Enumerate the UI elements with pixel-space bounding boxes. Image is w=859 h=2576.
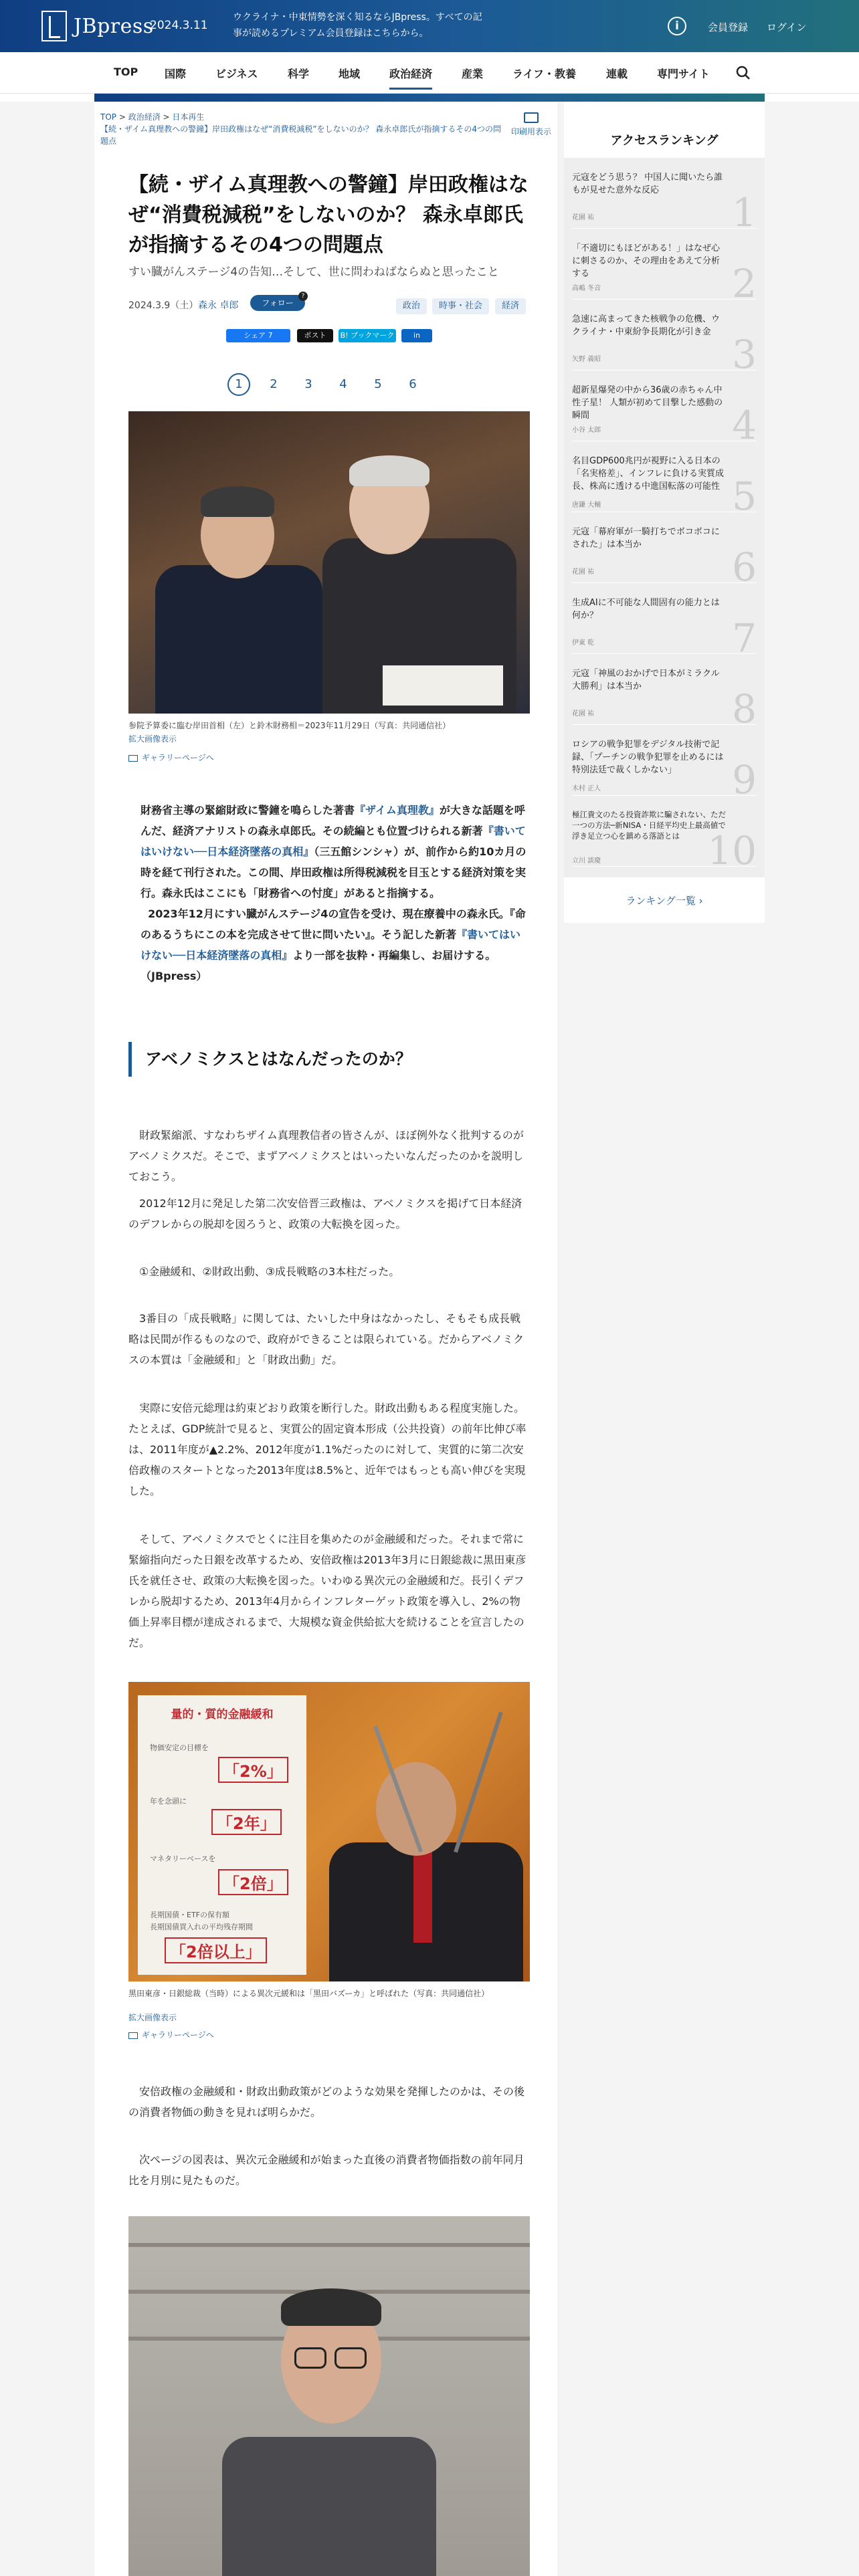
photo1-gallery-link[interactable]: ギャラリーページへ: [128, 752, 214, 763]
article-photo-kishida-suzuki[interactable]: [128, 411, 530, 714]
article-paragraph: 安倍政権の金融緩和・財政出動政策がどのような効果を発揮したのかは、その後の消費者物価の動きを見れば明らかだ。: [128, 2085, 525, 2119]
zaimu-shinrikyo-link[interactable]: 『ザイム真理教』: [355, 804, 440, 817]
breadcrumb-current: 【続・ザイム真理教への警鐘】岸田政権はなぜ“消費税減税”をしないのか？ 森永卓郎氏が指摘するその4つの問題点: [100, 124, 502, 146]
ranking-item[interactable]: 名目GDP600兆円が視野に入る日本の「名実格差」、インフレに負ける実質成長、株高に透ける中進国転落の可能性 唐鎌 大輔 5: [572, 447, 757, 512]
article-paragraph: 次ページの図表は、異次元金融緩和が始まった直後の消費者物価指数の前年同月比を月別に見たものだ。: [128, 2153, 524, 2187]
ranking-item[interactable]: 元寇「神風のおかげで日本がミラクル大勝利」は本当か 花園 祐 8: [572, 659, 757, 725]
gallery-icon: [128, 755, 138, 762]
breadcrumb-top[interactable]: TOP: [100, 112, 117, 122]
article-date: 2024.3.9（土）: [128, 300, 199, 311]
new-book-link[interactable]: 『書いてはいけない──日本経済墜落の真相』: [140, 825, 526, 858]
nav-item-international[interactable]: 国際: [165, 68, 187, 80]
article-paragraph: 2012年12月に発足した第二次安倍晋三政権は、アベノミクスを掲げて日本経済のデフレからの脱却を図ろうと、政策の大転換を図った。: [128, 1197, 522, 1230]
presentation-board: 量的・質的金融緩和 物価安定の目標を 「2%」 年を念頭に 「2年」 マネタリーベースを 「2倍」 長期国債・ETFの保有額 長期国債買入れの平均残存期間 「2倍以上」: [138, 1695, 306, 1975]
print-label: 印刷用表示: [510, 127, 551, 136]
article-paragraph: 財政緊縮派、すなわちザイム真理教信者の皆さんが、ほぼ例外なく批判するのがアベノミクスだ。そこで、まずアベノミクスとはいったいなんだったのかを説明しておこう。: [128, 1129, 524, 1183]
nav-item-industry[interactable]: 産業: [462, 68, 484, 80]
photo2-gallery-link[interactable]: ギャラリーページへ: [128, 2029, 214, 2040]
article-photo-kuroda[interactable]: [128, 1682, 530, 1981]
page-6[interactable]: 6: [409, 377, 417, 391]
article-paragraph: 実際に安倍元総理は約束どおり政策を断行した。財政出動もある程度実施した。たとえば、GDP統計で見ると、実質公的固定資本形成（公共投資）の前年比伸び率は、2011年度が▲2.2%、2012年度が1.1%だったのに対して、実質的に第二次安倍政権のスタートとなった2013年度は8.5%と、近年ではもっとも高い伸びを実現した。: [128, 1402, 527, 1497]
linkedin-share-button[interactable]: in: [401, 329, 432, 342]
nav-item-business[interactable]: ビジネス: [215, 68, 258, 80]
header-date: 2024.3.11: [150, 19, 208, 32]
page-3[interactable]: 3: [304, 377, 312, 391]
ranking-item[interactable]: ロシアの戦争犯罪をデジタル技術で記録、「プーチンの戦争犯罪を止めるには特別法廷で裁くしかない」 木村 正人 9: [572, 730, 757, 796]
ranking-item[interactable]: 元寇「幕府軍が一騎打ちでボコボコにされた」は本当か 花園 祐 6: [572, 518, 757, 583]
nav-item-specialty-sites[interactable]: 専門サイト: [657, 68, 710, 80]
jbpress-logo[interactable]: [41, 10, 154, 42]
nav-item-politics-economy[interactable]: 政治経済: [389, 66, 432, 90]
page-5[interactable]: 5: [374, 377, 382, 391]
page-navigation: [227, 373, 455, 396]
glasses-icon: [294, 2347, 326, 2369]
printer-icon: [524, 112, 539, 123]
breadcrumb: TOP > 政治経済 > 日本再生 【続・ザイム真理教への警鐘】岸田政権はなぜ“消費税減税”をしないのか？ 森永卓郎氏が指摘するその4つの問題点: [100, 112, 502, 146]
page-4[interactable]: 4: [339, 377, 347, 391]
new-book-link-2[interactable]: 『書いてはいけない──日本経済墜落の真相』: [140, 928, 521, 962]
ranking-item[interactable]: 生成AIに不可能な人間固有の能力とは何か？ 伊東 乾 7: [572, 588, 757, 654]
photo1-caption: 参院予算委に臨む岸田首相（左）と鈴木財務相＝2023年11月29日（写真：共同通信社）: [128, 721, 451, 730]
search-icon[interactable]: [736, 66, 751, 80]
article-photo-morinaga[interactable]: [128, 2216, 530, 2576]
page-1[interactable]: 1: [227, 373, 250, 396]
gallery-icon: [128, 2032, 138, 2039]
tag-politics[interactable]: 政治: [396, 298, 427, 314]
logo-icon: [41, 11, 67, 41]
follow-help-icon[interactable]: ?: [298, 292, 308, 301]
main-nav: [0, 52, 859, 94]
sidebar-lower-area: [564, 923, 765, 2576]
info-icon[interactable]: i: [668, 17, 686, 35]
ranking-item[interactable]: 超新星爆発の中から36歳の赤ちゃん中性子星！ 人類が初めて目撃した感動の瞬間 小谷 太郎 4: [572, 376, 757, 441]
article-paragraph: そして、アベノミクスでとくに注目を集めたのが金融緩和だった。それまで常に緊縮指向だった日銀を改革するため、安倍政権は2013年3月に日銀総裁に黒田東彦氏を就任させ、政策の大転換を図った。いわゆる異次元の金融緩和だ。長引くデフレから脱却するため、2013年4月からインフレターゲット政策を導入し、2%の物価上昇率目標が達成されるまで、大規模な資金供給拡大を続けることを宣言したのだ。: [128, 1533, 527, 1649]
nav-item-science[interactable]: 科学: [288, 68, 310, 80]
tag-current-affairs[interactable]: 時事・社会: [432, 298, 489, 314]
ranking-item[interactable]: 極江貴文のたる投資詐欺に騙されない、ただ一つの方法─新NISA・日経平均史上最高値で浮き足立つ心を鎮める落語とは 立川 談慶 10: [572, 801, 757, 867]
follow-button[interactable]: フォロー: [250, 295, 305, 311]
print-button[interactable]: [507, 112, 555, 137]
author-link[interactable]: 森永 卓郎: [198, 300, 239, 311]
hatena-bookmark-button[interactable]: B! ブックマーク: [339, 329, 396, 342]
page-2[interactable]: 2: [270, 377, 278, 391]
article-subtitle: すい臓がんステージ4の告知…そして、世に問わねばならぬと思ったこと: [128, 265, 499, 279]
breadcrumb-politics[interactable]: 政治経済: [128, 112, 161, 122]
breadcrumb-nihon-saisei[interactable]: 日本再生: [172, 112, 205, 122]
nav-item-series[interactable]: 連載: [606, 68, 628, 80]
article-paragraph: 3番目の「成長戦略」に関しては、たいした中身はなかったし、そもそも成長戦略は民間が作るものなので、政府ができることは限られている。だからアベノミクスの本質は「金融緩和」と「財政出動」だ。: [128, 1312, 524, 1366]
article-paragraph: ①金融緩和、②財政出動、③成長戦略の3本柱だった。: [139, 1265, 400, 1278]
login-link[interactable]: ログイン: [767, 21, 807, 33]
nav-item-life-culture[interactable]: ライフ・教養: [512, 68, 577, 80]
top-header: [0, 0, 859, 52]
premium-promo-link[interactable]: ウクライナ・中東情勢を深く知るならJBpress。すべての記事が読めるプレミアム会員登録はこちらから。: [233, 12, 482, 39]
register-link[interactable]: 会員登録: [708, 21, 749, 33]
ranking-title: アクセスランキング: [610, 134, 719, 148]
ranking-item[interactable]: 元寇をどう思う？ 中国人に聞いたら誰もが見せた意外な反応 花園 祐 1: [572, 163, 757, 229]
accent-strip: [94, 94, 765, 102]
nav-item-top[interactable]: TOP: [114, 66, 138, 78]
ranking-more-link[interactable]: ランキング一覧 ›: [626, 895, 703, 907]
photo2-caption: 黒田東彦・日銀総裁（当時）による異次元緩和は「黒田バズーカ」と呼ばれた（写真：共同通信社）: [128, 1989, 490, 1998]
ranking-item[interactable]: 「不適切にもほどがある！」はなぜ心に刺さるのか、その理由をあえて分析する 高嶋 冬音 2: [572, 234, 757, 300]
photo1-enlarge-link[interactable]: 拡大画像表示: [128, 734, 177, 744]
nav-item-region[interactable]: 地域: [339, 68, 361, 80]
ranking-list: [564, 158, 765, 877]
facebook-share-button[interactable]: シェア 7: [226, 329, 290, 342]
ranking-item[interactable]: 急速に高まってきた核戦争の危機、ウクライナ・中東紛争長期化が引き金 矢野 義昭 3: [572, 305, 757, 370]
tag-economy[interactable]: 経済: [495, 298, 526, 314]
x-post-button[interactable]: ポスト: [297, 329, 333, 342]
logo-text: JBpress: [74, 14, 154, 38]
article-title: 【続・ザイム真理教への警鐘】岸田政権はなぜ“消費税減税”をしないのか？ 森永卓郎氏が指摘するその4つの問題点: [128, 173, 529, 257]
photo2-enlarge-link[interactable]: 拡大画像表示: [128, 2013, 177, 2022]
article-lead: 財務省主導の緊縮財政に警鐘を鳴らした著書『ザイム真理教』が大きな話題を呼んだ、経済アナリストの森永卓郎氏。その続編とも位置づけられる新著『書いてはいけない──日本経済墜落の真相』（三五館シンシャ）が、前作から約10カ月の時を経て刊行された。この間、岸田政権は所得税減税を目玉とする経済対策を実行。森永氏はここにも「財務省への忖度」があると指摘する。 2023年12月にすい臓がんステージ4の宣告を受け、現在療養中の森永氏。『命のあるうちにこの本を完成させて世に問いたい』。そう記した新著『書いてはいけない──日本経済墜落の真相』より一部を抜粋・再編集し、お届けする。（JBpress）: [140, 804, 527, 982]
section-heading-abenomics: アベノミクスとはなんだったのか？: [128, 1042, 530, 1077]
